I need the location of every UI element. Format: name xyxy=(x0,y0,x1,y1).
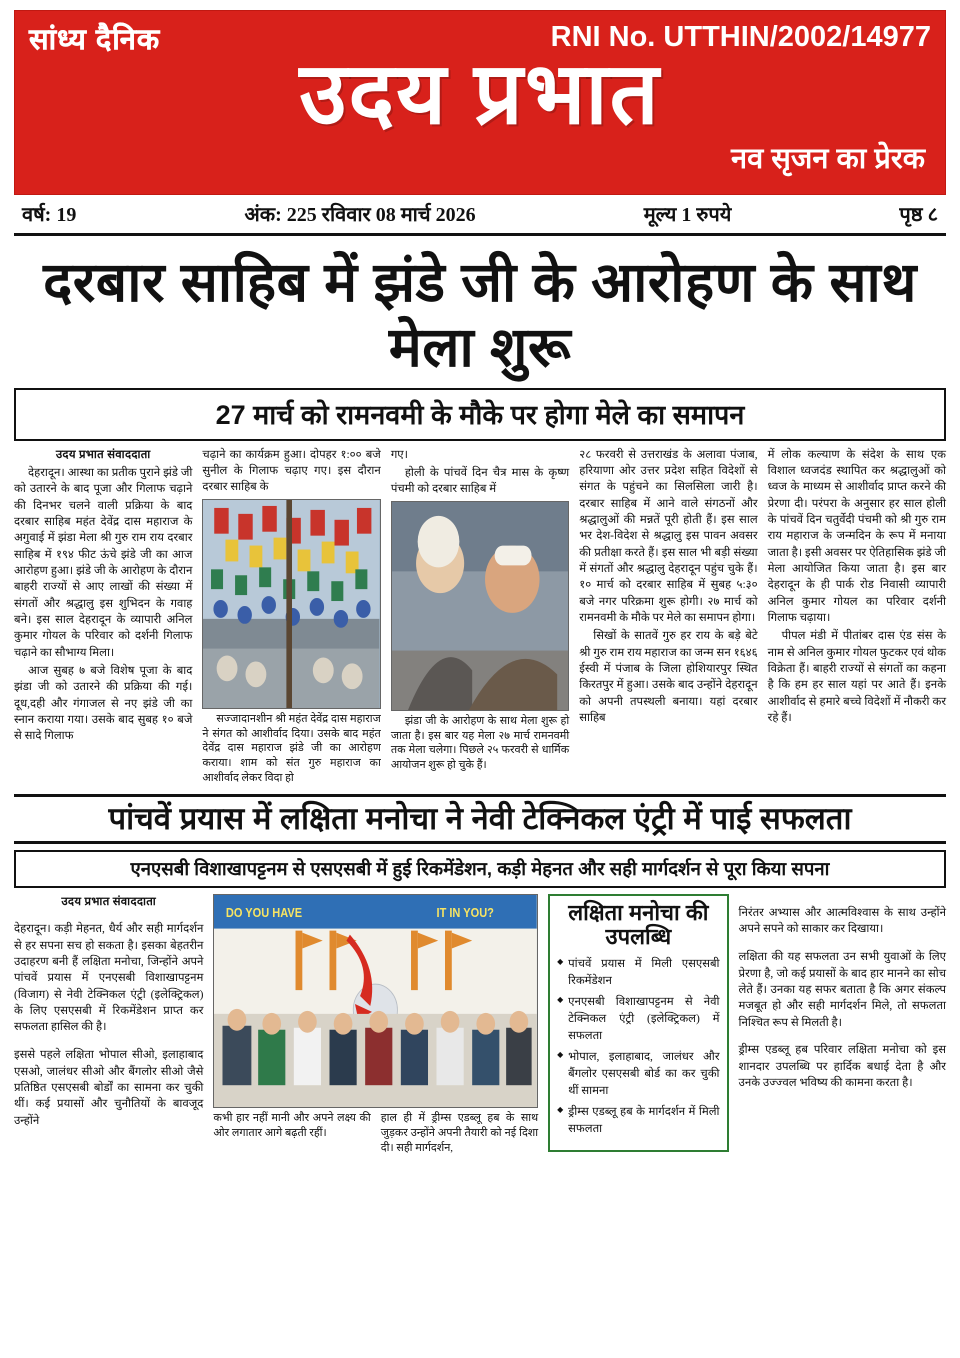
masthead-title: उदय प्रभात xyxy=(299,46,661,142)
issue-price-value: 1 रुपये xyxy=(681,204,732,226)
second-paragraph: निरंतर अभ्यास और आत्मविश्वास के साथ उन्होंने अपने सपने को साकार कर दिखाया। xyxy=(738,907,946,936)
achievements-title: लक्षिता मनोचा की उपलब्धि xyxy=(568,899,709,950)
lead-column-4 xyxy=(579,447,757,788)
devotees-photo-art xyxy=(392,502,568,710)
masthead-rni-number: RNI No. UTTHIN/2002/14977 xyxy=(550,21,931,53)
ssb-hall-photo xyxy=(213,894,538,1108)
masthead-tagline: नव सृजन का प्रेरक xyxy=(730,142,925,175)
lead-paragraph: २८ फरवरी से उत्तराखंड के अलावा पंजाब, हरियाणा ओर उत्तर प्रदेश सहित विदेशों से संगत के पहुंचने का सिलसिला जारी है। दरबार साहिब में आने वाले संगठनों और श्रद्धालुओं की मन्नतें पूरी होती हैं। इस साल भर देश-विदेश से श्रद्धालु इस पावन अवसर की प्रतीक्षा करते हैं। इस साल भी बड़ी संख्या में संगतों और श्रद्धालु देहरादून पहुंच चुके हैं। १० मार्च को दरबार साहिब में सुबह ५:३० बजे नगर परिक्रमा शुरू होगी। २७ मार्च को रामनवमी के मौके पर मेले का समापन होगा। xyxy=(579,448,758,625)
second-paragraph: इससे पहले लक्षिता भोपाल सीओ, इलाहाबाद एसओ, जालंधर सीओ और बैंगलोर सीओ जैसे प्रतिष्ठित एसएसबी बोर्डों का सामना कर चुकी थीं। कई प्रयासों और चुनौतियों के बावजूद उन्होंने xyxy=(14,1049,204,1127)
lead-subheadline: 27 मार्च को रामनवमी के मौके पर होगा मेले का समापन xyxy=(14,388,946,441)
flag-ceremony-photo-art xyxy=(203,500,379,708)
photo-caption-right: हाल ही में ड्रीम्स एडब्लू हब के साथ जुड़कर उन्होंने अपनी तैयारी को नई दिशा दी। सही मार्गदर्शन, xyxy=(380,1111,539,1154)
second-story-columns xyxy=(14,894,946,1157)
lead-byline: उदय प्रभात संवाददाता xyxy=(55,448,151,461)
second-column-achievements xyxy=(548,894,728,1157)
photo-caption-left: कभी हार नहीं मानी और अपने लक्ष्य की ओर लगातार आगे बढ़ती रहीं। xyxy=(213,1111,371,1139)
lead-paragraph: में लोक कल्याण के संदेश के साथ एक विशाल ध्वजदंड स्थापित कर श्रद्धालुओं को ध्वज के माध्यम से आशीर्वाद प्राप्त करने की प्रेरणा दी। परंपरा के अनुसार हर साल होली के पांचवें दिन चतुर्वेदी पंचमी को श्री गुरु राम राय महाराज के जन्मदिन के रूप में मनाया जाता है। इसी अवसर पर ऐतिहासिक झंडे जी मेला आयोजित किया जाता है। इस बार देहरादून के ही पार्क रोड निवासी व्यापारी अनिल कुमार गोयल का परिवार दर्शनी गिलाफ चढ़ाया। xyxy=(767,448,947,625)
lead-column-1 xyxy=(14,447,192,788)
second-paragraph: देहरादून। कड़ी मेहनत, धैर्य और सही मार्गदर्शन से हर सपना सच हो सकता है। इसका बेहतरीन उदाहरण बनी हैं लक्षिता मनोचा, जिन्होंने अपने पांचवें प्रयास में एनएसबी विशाखापट्टनम (विजाग) से नेवी टेक्निकल एंट्री (इलेक्ट्रिकल) के लिए एसएसबी में रिकमेंडेशन प्राप्त कर सफलता हासिल की है। xyxy=(14,923,204,1034)
second-subheadline: एनएसबी विशाखापट्टनम से एसएसबी में हुई रिकमेंडेशन, कड़ी मेहनत और सही मार्गदर्शन से पूरा किया सपना xyxy=(14,850,946,888)
issue-year-value: 19 xyxy=(56,204,77,226)
list-item: ◆ एनएसबी विशाखापट्टनम से नेवी टेक्निकल एंट्री (इलेक्ट्रिकल) में सफलता xyxy=(557,994,719,1044)
list-item: ◆ पांचवें प्रयास में मिली एसएसबी रिकमेंडेशन xyxy=(557,956,719,989)
list-item: ◆ ड्रीम्स एडब्लू हब के मार्गदर्शन में मिली सफलता xyxy=(557,1104,719,1137)
second-paragraph: लक्षिता की यह सफलता उन सभी युवाओं के लिए प्रेरणा है, जो कई प्रयासों के बाद हार मानने का सोच लेते हैं। उनका यह सफर बताता है कि अगर संकल्प मजबूत हो और सही मार्गदर्शन मिले, तो सफलता निश्चित रूप से मिलती है। xyxy=(738,951,946,1029)
photo-banner-text-right: IT IN YOU? xyxy=(436,904,495,920)
second-headline: पांचवें प्रयास में लक्षिता मनोचा ने नेवी टेक्निकल एंट्री में पाई सफलता xyxy=(14,797,946,844)
flag-ceremony-photo xyxy=(202,499,380,709)
ssb-hall-photo-captions xyxy=(213,1111,538,1157)
lead-column-3 xyxy=(391,447,569,788)
lead-column-2 xyxy=(202,447,380,788)
issue-year xyxy=(22,200,76,227)
issue-pages-label: पृष्ठ xyxy=(899,204,923,226)
second-byline: उदय प्रभात संवाददाता xyxy=(61,895,157,908)
issue-price xyxy=(644,200,732,227)
masthead xyxy=(14,10,946,195)
achievements-list xyxy=(557,956,719,1138)
second-column-photo xyxy=(213,894,538,1157)
lead-paragraph: गए। xyxy=(390,448,409,461)
issue-pages-value: ८ xyxy=(927,204,938,226)
issue-number-value: 225 xyxy=(286,204,317,226)
second-column-1 xyxy=(14,894,203,1157)
flag-ceremony-photo-caption: सज्जादानशीन श्री महंत देवेंद्र दास महाराज ने संगत को आशीर्वाद दिया। उसके बाद महंत देवेंद्र दास महाराज झंडे जी का आरोहण कराया। शाम को संत गुरु महाराज का आशीर्वाद लेकर विदा हो xyxy=(202,712,381,785)
issue-date: रविवार 08 मार्च 2026 xyxy=(321,204,476,226)
lead-paragraph: चढ़ाने का कार्यक्रम हुआ। दोपहर १:०० बजे सुनील के गिलाफ चढ़ाए गए। इस दौरान दरबार साहिब के xyxy=(202,448,381,494)
list-item: ◆ भोपाल, इलाहाबाद, जालंधर और बैंगलोर एसएसबी बोर्ड का कर चुकी थीं सामना xyxy=(557,1049,719,1099)
issue-pages xyxy=(899,200,938,227)
achievements-box xyxy=(548,894,728,1152)
issue-number-label: अंक: xyxy=(244,204,282,226)
ssb-hall-photo-art xyxy=(214,895,537,1107)
lead-paragraph: देहरादून। आस्था का प्रतीक पुराने झंडे जी को उतारने के बाद पूजा और गिलाफ चढ़ाने की दिनभर चलने वाली प्रक्रिया के बाद दरबार साहिब महंत देवेंद्र दास महाराज के अगुवाई में झंडा मेला श्री गुरु राम राय दरबार साहिब में १९४ फीट ऊंचे झंडे जी का आज आरोहण हुआ। झंडे जी के आरोहण के दौरान बाहरी राज्यों से आए लाखों की संख्या में संगतों और श्रद्धालु इस शुभिदन के गवाह बने। इस साल देहरादून के व्यापारी अनिल कुमार गोयल के परिवार को दर्शनी गिलाफ चढ़ाने का सौभाग्य मिला। xyxy=(14,467,193,659)
lead-paragraph: होली के पांचवें दिन चैत्र मास के कृष्ण पंचमी को दरबार साहिब में xyxy=(390,467,570,496)
lead-column-5 xyxy=(768,447,946,788)
issue-year-label: वर्ष: xyxy=(22,204,52,226)
lead-story-columns xyxy=(14,447,946,788)
lead-paragraph: आज सुबह ७ बजे विशेष पूजा के बाद झंडा जी को उतारने की प्रक्रिया की गई। दूध,दही और गंगाजल से नए झंडे जी का स्नान कराया गया। उसके बाद सुबह १० बजे से सादे गिलाफ xyxy=(14,665,193,743)
lead-paragraph: सिखों के सातवें गुरु हर राय के बड़े बेटे श्री गुरु राम राय महाराज का जन्म सन १६४६ ईस्वी में पंजाब के जिला होशियारपुर स्थित किरतपुर में हुआ। उसके बाद उन्होंने देहरादून को अपनी तपस्थली बनाया। यहां दरबार साहिब xyxy=(579,630,758,725)
devotees-photo-caption: झंडा जी के आरोहण के साथ मेला शुरू हो जाता है। इस बार यह मेला २७ मार्च रामनवमी तक मेला चलेगा। पिछले २५ फरवरी से धार्मिक आयोजन शुरू हो चुके हैं। xyxy=(390,714,570,772)
issue-price-label: मूल्य xyxy=(643,204,677,226)
lead-headline: दरबार साहिब में झंडे जी के आरोहण के साथ मेला शुरू xyxy=(43,251,917,378)
second-paragraph: ड्रीम्स एडब्लू हब परिवार लक्षिता मनोचा को इस शानदार उपलब्धि पर हार्दिक बधाई देता है और उनके उज्ज्वल भविष्य की कामना करता है। xyxy=(738,1044,946,1090)
issue-info-bar xyxy=(14,195,946,236)
lead-paragraph: पीपल मंडी में पीतांबर दास एंड संस के नाम से अनिल कुमार गोयल फुटकर एवं थोक विक्रेता हैं। बाहरी राज्यों से संगतों का कहना है कि हम हर साल यहां पर आते हैं। इनके आशीर्वाद से हमारे बच्चे विदेशों में नौकरी कर रहे हैं। xyxy=(767,630,947,725)
issue-number xyxy=(244,200,475,227)
second-column-4 xyxy=(739,894,946,1157)
photo-banner-text-left: DO YOU HAVE xyxy=(226,904,303,920)
devotees-photo xyxy=(391,501,569,711)
masthead-kicker: सांध्य दैनिक xyxy=(29,24,161,56)
